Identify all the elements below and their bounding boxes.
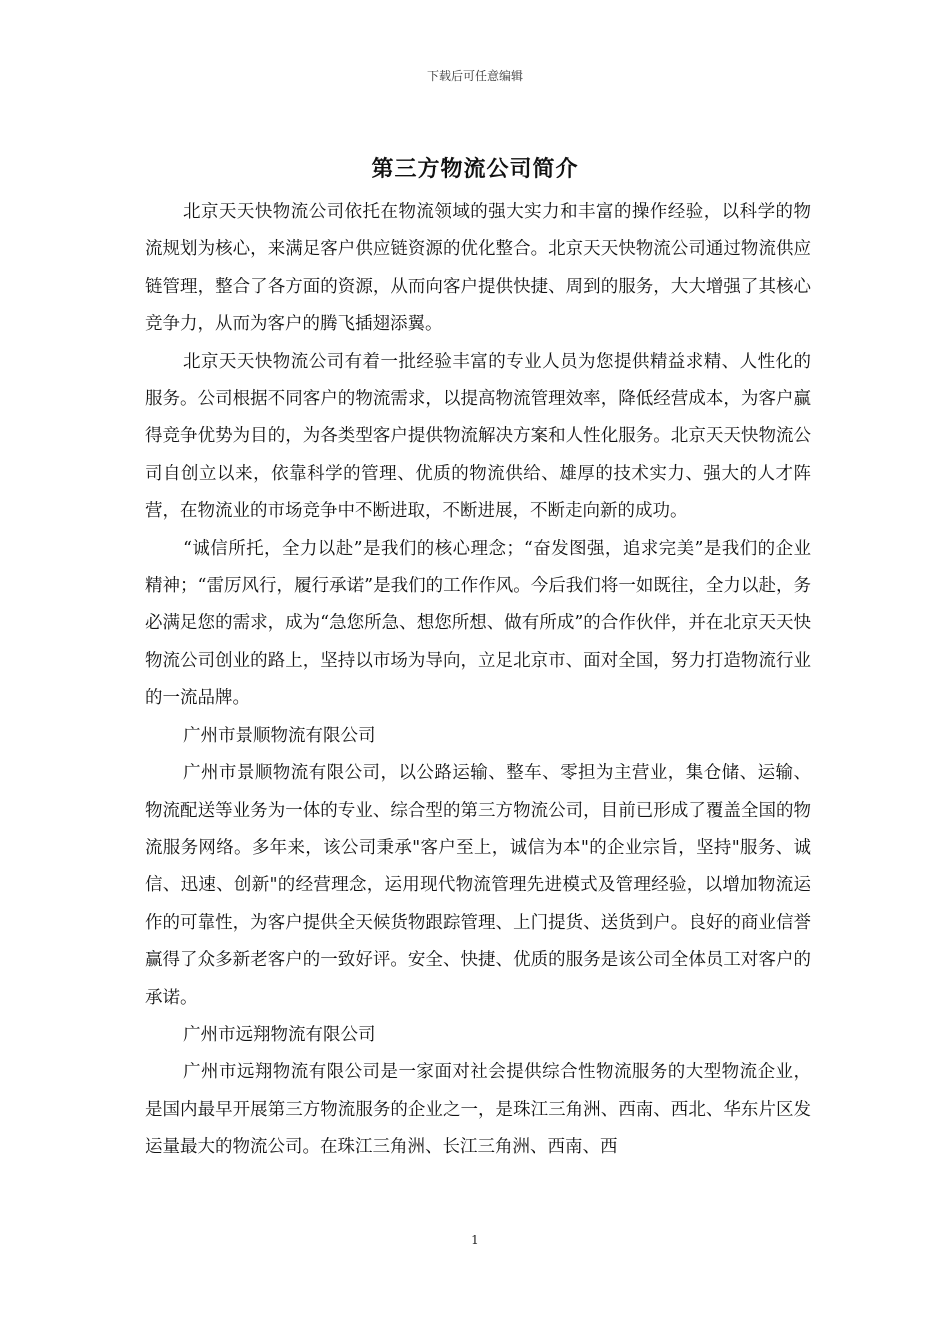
paragraph-yuanxiang: 广州市远翔物流有限公司是一家面对社会提供综合性物流服务的大型物流企业，是国内最早开展第三方物流服务的企业之一，是珠江三角洲、西南、西北、华东片区发运量最大的物流公司。在珠江三角洲、长江三角洲、西南、西: [145, 1062, 811, 1158]
header-note: 下载后可任意编辑: [426, 69, 523, 83]
company-heading-yuanxiang: 广州市远翔物流有限公司: [183, 1024, 376, 1045]
paragraph-beijing-philosophy: “诚信所托，全力以赴”是我们的核心理念；“奋发图强，追求完美”是我们的企业精神；“雷厉风行，履行承诺”是我们的工作作风。今后我们将一如既往，全力以赴，务必满足您的需求，成为“急您所急、想您所想、做有所成”的合作伙伴，并在北京天天快物流公司创业的路上，坚持以市场为导向，立足北京市、面对全国，努力打造物流行业的一流品牌。: [145, 538, 811, 709]
page-number: 1: [471, 1233, 479, 1247]
paragraph-jingshun: 广州市景顺物流有限公司，以公路运输、整车、零担为主营业，集仓储、运输、物流配送等业务为一体的专业、综合型的第三方物流公司，目前已形成了覆盖全国的物流服务网络。多年来，该公司秉承"客户至上，诚信为本"的企业宗旨，坚持"服务、诚信、迅速、创新"的经营理念，运用现代物流管理先进模式及管理经验，以增加物流运作的可靠性，为客户提供全天候货物跟踪管理、上门提货、送货到户。良好的商业信誉赢得了众多新老客户的一致好评。安全、快捷、优质的服务是该公司全体员工对客户的承诺。: [145, 763, 811, 1008]
paragraph-beijing-service: 北京天天快物流公司有着一批经验丰富的专业人员为您提供精益求精、人性化的服务。公司根据不同客户的物流需求，以提高物流管理效率，降低经营成本，为客户赢得竞争优势为目的，为各类型客户提供物流解决方案和人性化服务。北京天天快物流公司自创立以来，依靠科学的管理、优质的物流供给、雄厚的技术实力、强大的人才阵营，在物流业的市场竞争中不断进取，不断进展，不断走向新的成功。: [145, 351, 811, 522]
document-title: 第三方物流公司简介: [371, 157, 579, 182]
document-body: [145, 194, 811, 1167]
paragraph-beijing-intro: 北京天天快物流公司依托在物流领域的强大实力和丰富的操作经验，以科学的物流规划为核心，来满足客户供应链资源的优化整合。北京天天快物流公司通过物流供应链管理，整合了各方面的资源，从而向客户提供快捷、周到的服务，大大增强了其核心竞争力，从而为客户的腾飞插翅添翼。: [145, 202, 811, 335]
company-heading-jingshun: 广州市景顺物流有限公司: [183, 725, 376, 746]
